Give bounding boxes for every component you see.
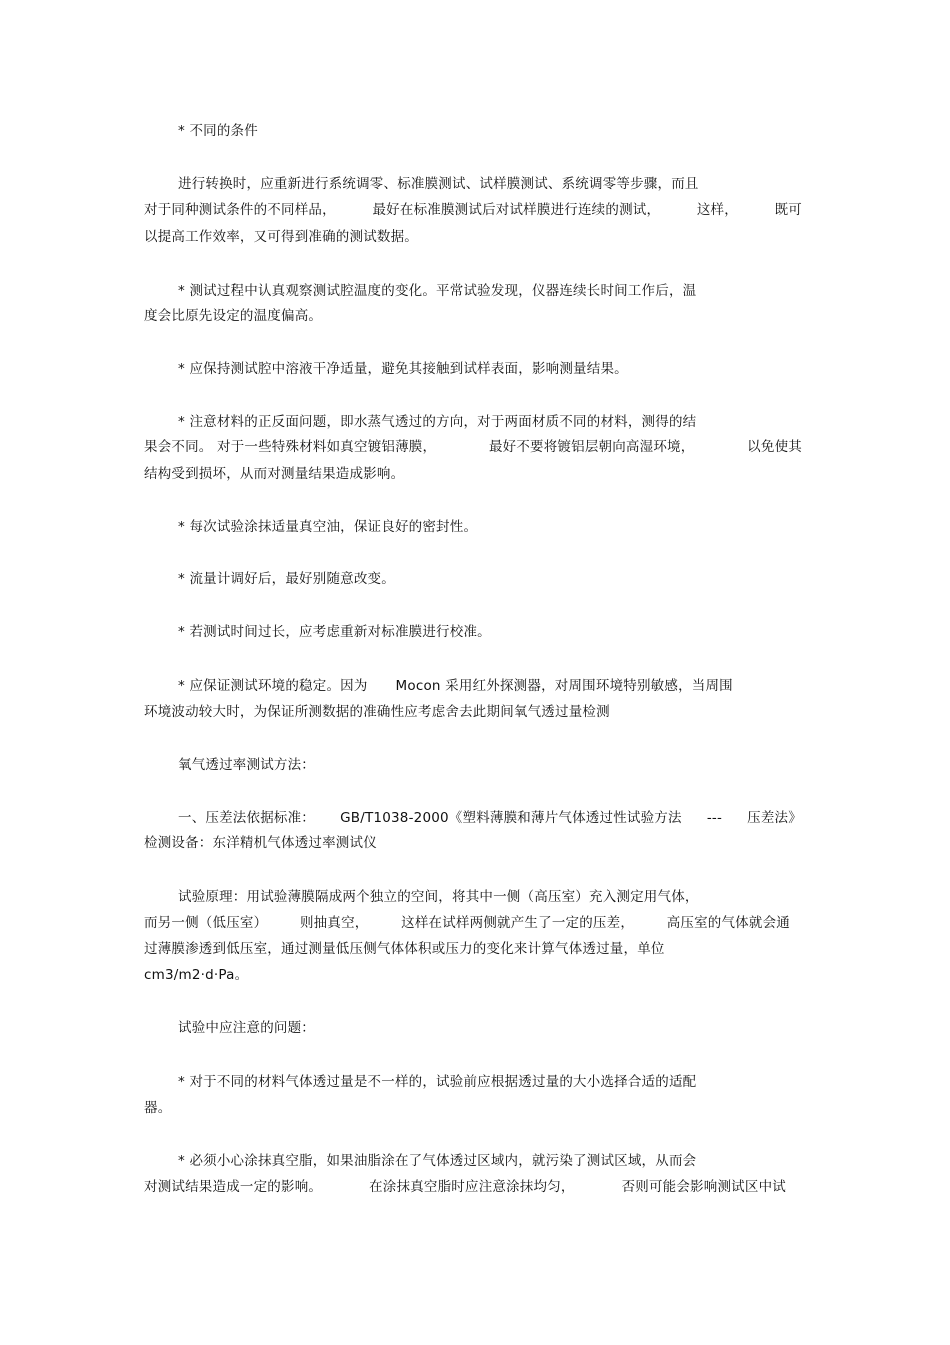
- p12-line-3: 过薄膜渗透到低压室，通过测量低压侧气体体积或压力的变化来计算气体透过量，单位: [144, 941, 665, 957]
- p9-line-1-seg-1: * 应保证测试环境的稳定。因为: [178, 678, 368, 694]
- p11-line-1-seg-4: 压差法》: [747, 810, 802, 826]
- p12-line-1: 试验原理：用试验薄膜隔成两个独立的空间，将其中一侧（高压室）充入测定用气体，: [178, 889, 699, 905]
- note-different-conditions: * 不同的条件: [178, 123, 258, 139]
- p2-line-2-seg-4: 既可: [774, 202, 802, 218]
- p11-line-1: [178, 809, 802, 827]
- p11-line-1-seg-3: ---: [706, 810, 723, 826]
- p11-line-1-seg-2: GB/T1038-2000《塑料薄膜和薄片气体透过性试验方法: [340, 810, 682, 826]
- p12-line-4-unit: cm3/m2·d·Pa。: [144, 967, 249, 983]
- p15-line-2-seg-2: 在涂抹真空脂时应注意涂抹均匀，: [369, 1179, 575, 1195]
- p12-line-2-seg-4: 高压室的气体就会通: [666, 915, 790, 931]
- p12-line-2-seg-1: 而另一侧（低压室）: [144, 915, 268, 931]
- p2-line-2-seg-2: 最好在标准膜测试后对试样膜进行连续的测试，: [372, 202, 661, 218]
- p2-line-2: [144, 201, 802, 219]
- p12-line-2-seg-2: 则抽真空，: [299, 915, 369, 931]
- precautions-heading: 试验中应注意的问题：: [178, 1020, 315, 1036]
- p8-line-1: * 若测试时间过长，应考虑重新对标准膜进行校准。: [178, 624, 491, 640]
- p5-line-2: [144, 438, 802, 456]
- p9-line-2: 环境波动较大时，为保证所测数据的准确性应考虑舍去此期间氧气透过量检测: [144, 704, 610, 720]
- oxygen-method-heading: 氧气透过率测试方法：: [178, 757, 315, 773]
- p3-line-1: * 测试过程中认真观察测试腔温度的变化。平常试验发现，仪器连续长时间工作后，温: [178, 283, 697, 299]
- p14-line-2: 器。: [144, 1100, 172, 1116]
- p9-line-1-seg-2: Mocon 采用红外探测器，对周围环境特别敏感，当周围: [395, 678, 733, 694]
- p4-line-1: * 应保持测试腔中溶液干净适量，避免其接触到试样表面，影响测量结果。: [178, 361, 628, 377]
- p15-line-2-seg-3: 否则可能会影响测试区中试: [621, 1179, 786, 1195]
- p5-line-2-seg-2: 最好不要将镀铝层朝向高湿环境，: [488, 439, 695, 455]
- p11-line-2: 检测设备：东洋精机气体透过率测试仪: [144, 835, 377, 851]
- p7-line-1: * 流量计调好后，最好别随意改变。: [178, 571, 395, 587]
- p12-line-2-seg-3: 这样在试样两侧就产生了一定的压差，: [401, 915, 635, 931]
- p2-line-1: 进行转换时，应重新进行系统调零、标准膜测试、试样膜测试、系统调零等步骤，而且: [178, 176, 699, 192]
- p9-line-1: [178, 677, 733, 695]
- p5-line-2-seg-1: 果会不同。 对于一些特殊材料如真空镀铝薄膜，: [144, 439, 437, 455]
- p2-line-2-seg-1: 对于同种测试条件的不同样品，: [144, 202, 336, 218]
- p5-line-1: * 注意材料的正反面问题，即水蒸气透过的方向，对于两面材质不同的材料，测得的结: [178, 414, 697, 430]
- p11-line-1-seg-1: 一、压差法依据标准：: [178, 810, 315, 826]
- p2-line-2-seg-3: 这样，: [696, 202, 738, 218]
- p12-line-2: [144, 914, 790, 932]
- p3-line-2: 度会比原先设定的温度偏高。: [144, 308, 323, 324]
- p6-line-1: * 每次试验涂抹适量真空油，保证良好的密封性。: [178, 519, 478, 535]
- p15-line-2: [144, 1178, 786, 1196]
- p14-line-1: * 对于不同的材料气体透过量是不一样的，试验前应根据透过量的大小选择合适的适配: [178, 1074, 697, 1090]
- p15-line-2-seg-1: 对测试结果造成一定的影响。: [144, 1179, 323, 1195]
- p15-line-1: * 必须小心涂抹真空脂，如果油脂涂在了气体透过区域内，就污染了测试区域，从而会: [178, 1153, 697, 1169]
- p5-line-2-seg-3: 以免使其: [747, 439, 802, 455]
- p5-line-3: 结构受到损坏，从而对测量结果造成影响。: [144, 466, 405, 482]
- p2-line-3: 以提高工作效率，又可得到准确的测试数据。: [144, 229, 418, 245]
